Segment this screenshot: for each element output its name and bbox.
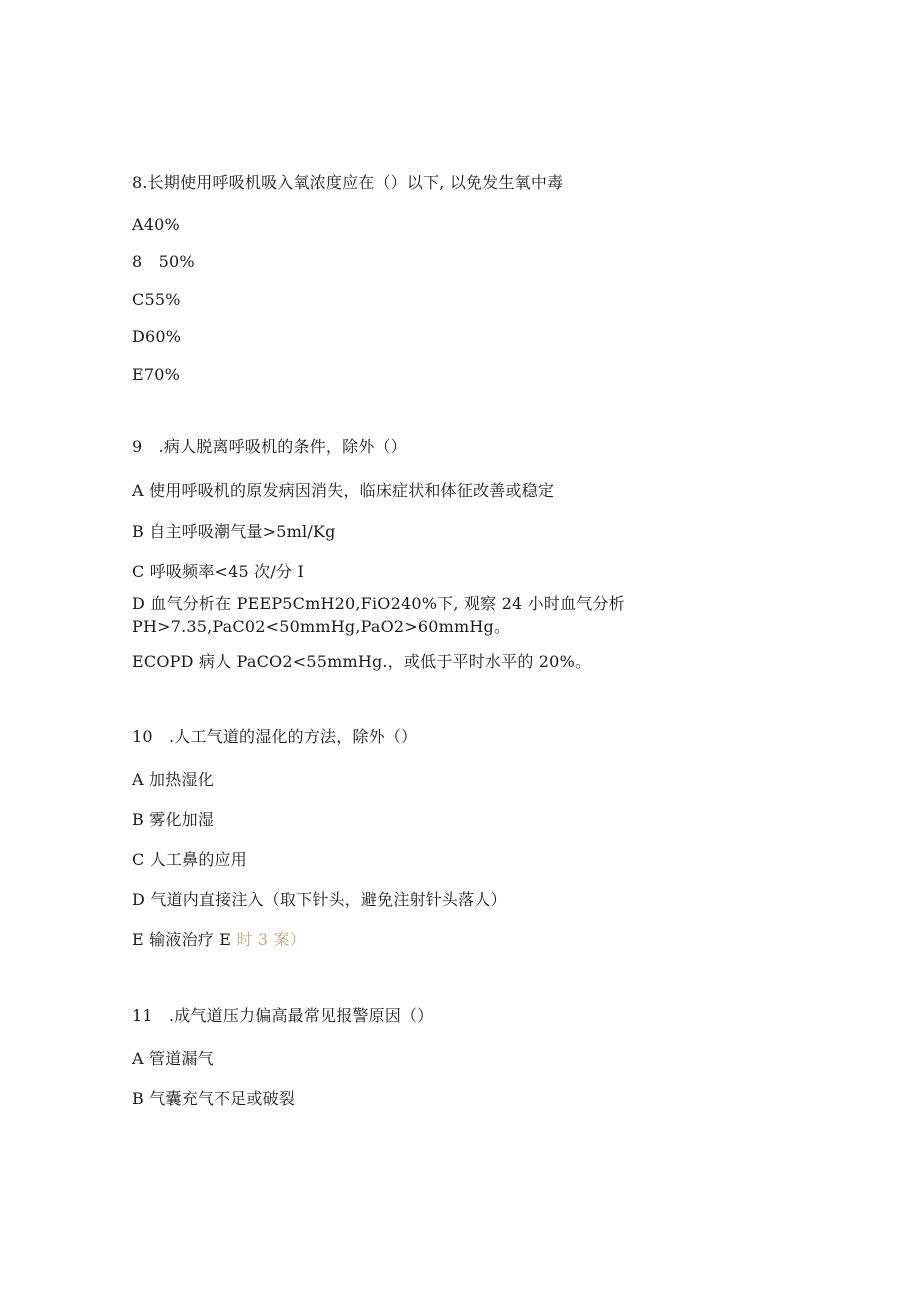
question-8-option: E70% <box>132 365 181 384</box>
question-10-option: C 人工鼻的应用 <box>132 850 247 869</box>
question-8-option: 8 50% <box>132 252 195 271</box>
question-8-option: C55% <box>132 290 181 309</box>
question-9-option: B 自主呼吸潮气量>5ml/Kg <box>132 522 336 541</box>
question-10-option: D 气道内直接注入（取下针头，避免注射针头落人） <box>132 890 507 909</box>
question-10-option-e <box>132 929 306 951</box>
question-8-option: D60% <box>132 327 182 346</box>
question-10-option: B 雾化加湿 <box>132 810 215 829</box>
question-9-option: C 呼吸频率<45 次/分 I <box>132 562 304 581</box>
option-e-faded-text: 时 3 案） <box>236 930 306 949</box>
question-9-option: D 血气分析在 PEEP5CmH20,FiO240%下, 观察 24 小时血气分析 <box>132 594 625 613</box>
question-9-stem: 9 .病人脱离呼吸机的条件，除外（） <box>132 437 407 456</box>
question-11-option: B 气囊充气不足或破裂 <box>132 1089 296 1108</box>
question-9-option: ECOPD 病人 PaCO2<55mmHg.，或低于平时水平的 20%。 <box>132 652 592 671</box>
question-11-stem: 11 .成气道压力偏高最常见报警原因（） <box>132 1006 434 1025</box>
question-11-option: A 管道漏气 <box>132 1049 214 1068</box>
option-e-text: E 输液治疗 E <box>132 930 232 949</box>
question-9-option-continuation: PH>7.35,PaC02<50mmHg,PaO2>60mmHg。 <box>132 617 511 636</box>
question-8-stem: 8.长期使用呼吸机吸入氧浓度应在（）以下, 以免发生氧中毒 <box>132 173 564 192</box>
question-10-option: A 加热湿化 <box>132 770 214 789</box>
question-9-option: A 使用呼吸机的原发病因消失，临床症状和体征改善或稳定 <box>132 481 555 500</box>
question-8-option: A40% <box>132 215 180 234</box>
question-10-stem: 10 .人工气道的湿化的方法，除外（） <box>132 727 418 746</box>
